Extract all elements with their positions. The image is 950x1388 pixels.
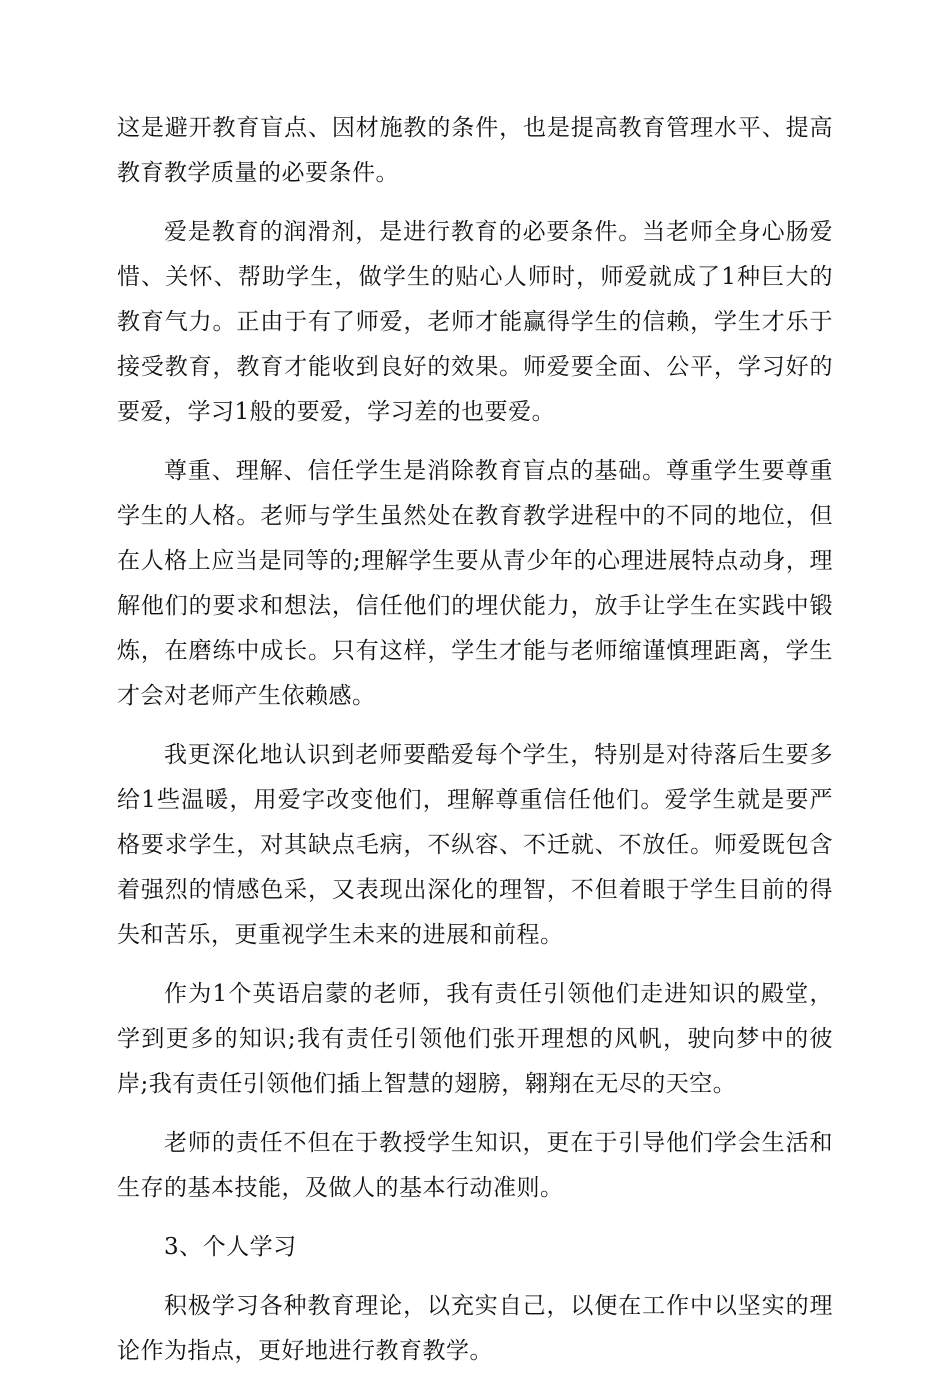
paragraph-respect-students: 尊重、理解、信任学生是消除教育盲点的基础。尊重学生要尊重学生的人格。老师与学生虽然处在教育教学进程中的不同的地位，但在人格上应当是同等的;理解学生要从青少年的心理进展特点动身，理解他们的要求和想法，信任他们的埋伏能力，放手让学生在实践中锻炼，在磨练中成长。只有这样，学生才能与老师缩谨慎理距离，学生才会对老师产生依赖感。 — [117, 458, 833, 709]
paragraph-continuation: 这是避开教育盲点、因材施教的条件，也是提高教育管理水平、提高教育教学质量的必要条件。 — [117, 115, 833, 186]
paragraph-teacher-love: 爱是教育的润滑剂，是进行教育的必要条件。当老师全身心肠爱惜、关怀、帮助学生，做学生的贴心人师时，师爱就成了1种巨大的教育气力。正由于有了师爱，老师才能赢得学生的信赖，学生才乐于接受教育，教育才能收到良好的效果。师爱要全面、公平，学习好的要爱，学习1般的要爱，学习差的也要爱。 — [117, 219, 833, 425]
paragraph-personal-study: 积极学习各种教育理论，以充实自己，以便在工作中以坚实的理论作为指点，更好地进行教育教学。 — [117, 1293, 833, 1364]
document-body — [117, 106, 833, 1388]
paragraph-english-teacher-duty: 作为1个英语启蒙的老师，我有责任引领他们走进知识的殿堂，学到更多的知识;我有责任引领他们张开理想的风帆，驶向梦中的彼岸;我有责任引领他们插上智慧的翅膀，翱翔在无尽的天空。 — [117, 981, 833, 1097]
paragraph-teacher-responsibility: 老师的责任不但在于教授学生知识，更在于引导他们学会生活和生存的基本技能，及做人的基本行动准则。 — [117, 1130, 833, 1201]
paragraph-care-every-student: 我更深化地认识到老师要酷爱每个学生，特别是对待落后生要多给1些温暖，用爱字改变他们，理解尊重信任他们。爱学生就是要严格要求学生，对其缺点毛病，不纵容、不迁就、不放任。师爱既包含着强烈的情感色采，又表现出深化的理智，不但着眼于学生目前的得失和苦乐，更重视学生未来的进展和前程。 — [117, 742, 833, 948]
section-heading: 3、个人学习 — [164, 1234, 297, 1260]
